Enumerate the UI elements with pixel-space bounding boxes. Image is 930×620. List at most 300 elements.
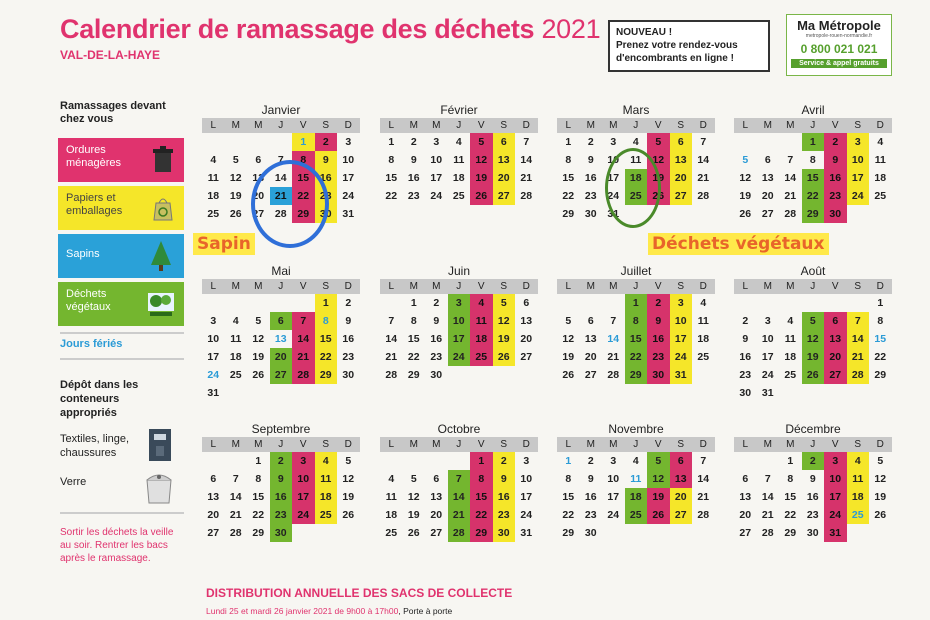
day-cell: 16 [824, 169, 847, 187]
day-cell: 20 [207, 509, 220, 521]
day-cell: 24 [761, 369, 774, 381]
day-cell: 10 [761, 333, 774, 345]
day-cell: 4 [632, 455, 639, 467]
day-cell: 7 [787, 154, 794, 166]
empty-cell [270, 294, 293, 312]
week-row [734, 470, 892, 488]
month-name: Mai [271, 264, 291, 278]
day-cell: 1 [565, 455, 572, 467]
day-cell: 3 [847, 133, 870, 151]
day-cell: 25 [229, 369, 242, 381]
day-cell: 14 [847, 330, 870, 348]
week-row [380, 187, 538, 205]
day-cell: 16 [739, 351, 752, 363]
day-cell: 12 [562, 333, 575, 345]
week-row [202, 366, 360, 384]
empty-cell [247, 133, 270, 151]
day-cell: 24 [607, 190, 620, 202]
day-cell: 24 [824, 506, 847, 524]
day-cell: 5 [470, 133, 493, 151]
day-cell: 10 [430, 154, 443, 166]
vegetaux-annotation: Déchets végétaux [648, 233, 829, 255]
day-cell: 6 [670, 452, 693, 470]
day-cell: 18 [385, 509, 398, 521]
day-cell: 27 [252, 208, 265, 220]
day-cell: 25 [847, 506, 870, 524]
day-cell: 1 [565, 136, 572, 148]
day-cell: 4 [210, 154, 217, 166]
day-cell: 29 [784, 527, 797, 539]
weekday-label: J [633, 281, 639, 292]
month-name: Mars [622, 103, 650, 117]
day-cell: 2 [270, 452, 293, 470]
day-cell: 15 [874, 333, 887, 345]
day-cell: 15 [802, 169, 825, 187]
empty-cell [757, 294, 780, 312]
week-row [202, 470, 360, 488]
empty-cell [515, 366, 538, 384]
day-cell: 17 [847, 169, 870, 187]
legend-papiers [58, 186, 184, 230]
day-cell: 4 [455, 136, 462, 148]
day-cell: 12 [739, 172, 752, 184]
day-cell: 12 [470, 151, 493, 169]
day-cell: 20 [252, 190, 265, 202]
week-row [734, 488, 892, 506]
empty-cell [824, 294, 847, 312]
day-cell: 21 [270, 187, 293, 205]
day-cell: 4 [877, 136, 884, 148]
day-cell: 18 [697, 333, 710, 345]
weekday-label: V [654, 120, 662, 131]
day-cell: 9 [809, 473, 816, 485]
day-cell: 8 [292, 151, 315, 169]
day-cell: 27 [670, 506, 693, 524]
month-8 [202, 422, 360, 542]
day-cell: 31 [207, 387, 220, 399]
empty-cell [670, 205, 693, 223]
day-cell: 22 [874, 351, 887, 363]
weekday-label: D [699, 439, 707, 450]
empty-cell [380, 294, 403, 312]
weekday-label: V [654, 281, 662, 292]
weekday-header [202, 437, 360, 452]
day-cell: 28 [847, 366, 870, 384]
day-cell: 23 [342, 351, 355, 363]
day-cell: 29 [802, 205, 825, 223]
day-cell: 7 [523, 136, 530, 148]
distribution-dates: Lundi 25 et mardi 26 janvier 2021 de 9h00 à 17h00 [206, 606, 399, 616]
day-cell: 8 [315, 312, 338, 330]
title-text: Calendrier de ramassage des déchets [60, 14, 535, 44]
day-cell: 31 [607, 208, 620, 220]
day-cell: 17 [342, 172, 355, 184]
weekday-label: L [742, 120, 749, 131]
empty-cell [869, 384, 892, 402]
week-row [380, 366, 538, 384]
day-cell: 22 [802, 187, 825, 205]
day-cell: 11 [470, 312, 493, 330]
metropole-service: Service & appel gratuits [791, 59, 887, 68]
day-cell: 19 [739, 190, 752, 202]
day-cell: 29 [292, 205, 315, 223]
empty-cell [670, 524, 693, 542]
day-cell: 1 [315, 294, 338, 312]
day-cell: 3 [210, 315, 217, 327]
month-name: Janvier [261, 103, 301, 117]
weekday-label: M [432, 281, 441, 292]
day-cell: 8 [787, 473, 794, 485]
day-cell: 23 [739, 369, 752, 381]
weekday-label: M [586, 439, 595, 450]
day-cell: 23 [584, 190, 597, 202]
day-cell: 2 [493, 452, 516, 470]
weekday-label: S [500, 281, 508, 292]
day-cell: 21 [784, 190, 797, 202]
day-cell: 30 [647, 366, 670, 384]
day-cell: 23 [493, 506, 516, 524]
empty-cell [779, 294, 802, 312]
month-3 [734, 103, 892, 223]
weekday-label: V [477, 281, 485, 292]
day-cell: 4 [787, 315, 794, 327]
day-cell: 11 [847, 470, 870, 488]
empty-cell [403, 452, 426, 470]
day-cell: 1 [410, 297, 417, 309]
day-cell: 28 [784, 208, 797, 220]
month-5 [380, 264, 538, 384]
week-row [380, 488, 538, 506]
day-cell: 30 [824, 205, 847, 223]
week-row [202, 452, 360, 470]
week-row [734, 452, 892, 470]
day-cell: 26 [562, 369, 575, 381]
day-cell: 8 [388, 154, 395, 166]
weekday-label: M [609, 120, 618, 131]
day-cell: 14 [784, 172, 797, 184]
day-cell: 27 [520, 351, 533, 363]
day-cell: 29 [562, 208, 575, 220]
day-cell: 20 [584, 351, 597, 363]
day-cell: 5 [647, 452, 670, 470]
legend-papiers-label: Papiers et emballages [66, 192, 123, 217]
day-cell: 6 [210, 473, 217, 485]
empty-cell [692, 366, 715, 384]
weekday-label: M [231, 281, 240, 292]
day-cell: 9 [270, 470, 293, 488]
empty-cell [602, 524, 625, 542]
month-10 [557, 422, 715, 542]
day-cell: 2 [410, 136, 417, 148]
day-cell: 20 [670, 169, 693, 187]
week-row [202, 488, 360, 506]
weekday-label: V [477, 120, 485, 131]
day-cell: 21 [229, 509, 242, 521]
day-cell: 27 [270, 366, 293, 384]
day-cell: 17 [448, 330, 471, 348]
day-cell: 13 [670, 470, 693, 488]
day-cell: 1 [292, 133, 315, 151]
day-cell: 31 [761, 387, 774, 399]
month-1 [380, 103, 538, 205]
day-cell: 20 [824, 348, 847, 366]
day-cell: 7 [448, 470, 471, 488]
day-cell: 27 [670, 187, 693, 205]
day-cell: 23 [407, 190, 420, 202]
day-cell: 18 [625, 488, 648, 506]
day-cell: 8 [565, 473, 572, 485]
weekday-label: M [231, 439, 240, 450]
day-cell: 25 [470, 348, 493, 366]
weekday-header [202, 118, 360, 133]
day-cell: 27 [824, 366, 847, 384]
empty-cell [779, 384, 802, 402]
day-cell: 15 [784, 491, 797, 503]
week-row [202, 294, 360, 312]
weekday-label: J [456, 439, 462, 450]
day-cell: 19 [562, 351, 575, 363]
day-cell: 18 [874, 172, 887, 184]
month-7 [734, 264, 892, 402]
legend-vegetaux-label: Déchets végétaux [66, 288, 111, 313]
day-cell: 3 [345, 136, 352, 148]
day-cell: 8 [877, 315, 884, 327]
day-cell: 13 [274, 333, 287, 345]
day-cell: 7 [610, 315, 617, 327]
empty-cell [647, 524, 670, 542]
day-cell: 11 [385, 491, 397, 503]
day-cell: 25 [207, 208, 220, 220]
commune-name: VAL-DE-LA-HAYE [60, 48, 161, 62]
day-cell: 10 [448, 312, 471, 330]
weekday-label: M [786, 439, 795, 450]
weekday-label: M [609, 281, 618, 292]
day-cell: 25 [697, 351, 710, 363]
day-cell: 10 [207, 333, 220, 345]
day-cell: 28 [292, 366, 315, 384]
month-name: Juin [447, 264, 470, 278]
week-row [734, 384, 892, 402]
day-cell: 25 [315, 506, 338, 524]
weekday-header [202, 279, 360, 294]
day-cell: 5 [410, 473, 417, 485]
weekday-label: V [299, 439, 307, 450]
day-cell: 24 [520, 509, 533, 521]
weekday-label: J [810, 120, 816, 131]
day-cell: 7 [700, 136, 707, 148]
day-cell: 11 [874, 154, 886, 166]
legend-sapins-label: Sapins [66, 248, 100, 260]
day-cell: 23 [647, 348, 670, 366]
sapin-annotation: Sapin [193, 233, 255, 255]
weekday-header [734, 118, 892, 133]
empty-cell [337, 384, 360, 402]
day-cell: 9 [410, 154, 417, 166]
day-cell: 17 [670, 330, 693, 348]
week-row [734, 506, 892, 524]
day-cell: 8 [625, 312, 648, 330]
empty-cell [270, 384, 293, 402]
empty-cell [425, 452, 448, 470]
day-cell: 9 [433, 315, 440, 327]
day-cell: 14 [520, 154, 533, 166]
day-cell: 20 [739, 509, 752, 521]
day-cell: 30 [430, 369, 443, 381]
day-cell: 25 [625, 187, 648, 205]
empty-cell [292, 294, 315, 312]
day-cell: 18 [229, 351, 242, 363]
day-cell: 23 [315, 187, 338, 205]
day-cell: 22 [784, 509, 797, 521]
day-cell: 3 [764, 315, 771, 327]
day-cell: 21 [292, 348, 315, 366]
day-cell: 29 [407, 369, 420, 381]
weekday-label: V [477, 439, 485, 450]
weekday-label: V [299, 281, 307, 292]
week-row [557, 470, 715, 488]
weekday-label: S [854, 439, 862, 450]
week-row [202, 506, 360, 524]
day-cell: 21 [607, 351, 620, 363]
week-row [734, 169, 892, 187]
day-cell: 28 [448, 524, 471, 542]
day-cell: 18 [784, 351, 797, 363]
day-cell: 9 [345, 315, 352, 327]
day-cell: 11 [453, 154, 465, 166]
empty-cell [493, 366, 516, 384]
weekday-label: L [565, 439, 572, 450]
day-cell: 22 [470, 506, 493, 524]
week-row [557, 488, 715, 506]
weekday-label: M [432, 439, 441, 450]
week-row [202, 312, 360, 330]
day-cell: 26 [739, 208, 752, 220]
empty-cell [734, 452, 757, 470]
weekday-header [380, 118, 538, 133]
day-cell: 29 [874, 369, 887, 381]
day-cell: 2 [345, 297, 352, 309]
day-cell: 28 [697, 509, 710, 521]
day-cell: 8 [565, 154, 572, 166]
weekday-label: V [831, 120, 839, 131]
day-cell: 9 [742, 333, 749, 345]
day-cell: 17 [292, 488, 315, 506]
weekday-label: S [500, 120, 508, 131]
day-cell: 4 [315, 452, 338, 470]
weekday-label: M [763, 281, 772, 292]
metropole-site: metropole-rouen-normandie.fr [805, 33, 873, 39]
day-cell: 31 [520, 527, 533, 539]
weekday-label: L [388, 281, 395, 292]
week-row [734, 348, 892, 366]
weekday-label: L [210, 120, 217, 131]
weekday-label: M [231, 120, 240, 131]
day-cell: 22 [252, 509, 265, 521]
day-cell: 2 [824, 133, 847, 151]
day-cell: 21 [697, 172, 710, 184]
day-cell: 9 [315, 151, 338, 169]
day-cell: 8 [470, 470, 493, 488]
day-cell: 16 [407, 172, 420, 184]
day-cell: 3 [824, 452, 847, 470]
day-cell: 15 [562, 491, 575, 503]
day-cell: 1 [470, 452, 493, 470]
day-cell: 12 [229, 172, 242, 184]
weekday-header [380, 279, 538, 294]
day-cell: 16 [270, 488, 293, 506]
week-row [734, 151, 892, 169]
weekday-label: D [344, 439, 352, 450]
day-cell: 7 [764, 473, 771, 485]
day-cell: 6 [742, 473, 749, 485]
day-cell: 13 [584, 333, 597, 345]
week-row [734, 524, 892, 542]
empty-cell [757, 452, 780, 470]
metropole-phone: 0 800 021 021 [800, 42, 878, 56]
day-cell: 26 [342, 509, 355, 521]
sapin-circle [251, 160, 329, 248]
day-cell: 19 [802, 348, 825, 366]
day-cell: 7 [700, 455, 707, 467]
holiday-legend: Jours fériés [60, 338, 123, 350]
metropole-name: Ma Métropole [797, 18, 881, 33]
day-cell: 4 [632, 136, 639, 148]
week-row [380, 330, 538, 348]
day-cell: 19 [647, 488, 670, 506]
news-line1: NOUVEAU ! [616, 27, 673, 38]
day-cell: 29 [625, 366, 648, 384]
day-cell: 22 [292, 187, 315, 205]
day-cell: 17 [761, 351, 774, 363]
day-cell: 5 [565, 315, 572, 327]
empty-cell [557, 294, 580, 312]
weekday-label: D [876, 439, 884, 450]
empty-cell [692, 524, 715, 542]
day-cell: 22 [315, 348, 338, 366]
day-cell: 26 [252, 369, 265, 381]
day-cell: 2 [587, 455, 594, 467]
news-box [608, 20, 770, 72]
weekday-label: S [322, 120, 330, 131]
empty-cell [270, 133, 293, 151]
day-cell: 25 [452, 190, 465, 202]
week-row [734, 133, 892, 151]
day-cell: 6 [764, 154, 771, 166]
week-row [734, 205, 892, 223]
day-cell: 17 [520, 491, 533, 503]
day-cell: 4 [470, 294, 493, 312]
empty-cell [847, 205, 870, 223]
empty-cell [337, 524, 360, 542]
day-cell: 3 [523, 455, 530, 467]
weekday-label: M [586, 120, 595, 131]
day-cell: 28 [761, 527, 774, 539]
weekday-label: D [522, 120, 530, 131]
day-cell: 13 [207, 491, 220, 503]
day-cell: 13 [761, 172, 774, 184]
legend-ordures [58, 138, 184, 182]
weekday-label: M [609, 439, 618, 450]
weekday-label: M [254, 120, 263, 131]
weekday-label: S [677, 281, 685, 292]
day-cell: 2 [742, 315, 749, 327]
recycle-bag-icon [152, 195, 174, 221]
day-cell: 21 [385, 351, 398, 363]
weekday-header [557, 118, 715, 133]
day-cell: 27 [207, 527, 220, 539]
day-cell: 4 [700, 297, 707, 309]
day-cell: 13 [493, 151, 516, 169]
